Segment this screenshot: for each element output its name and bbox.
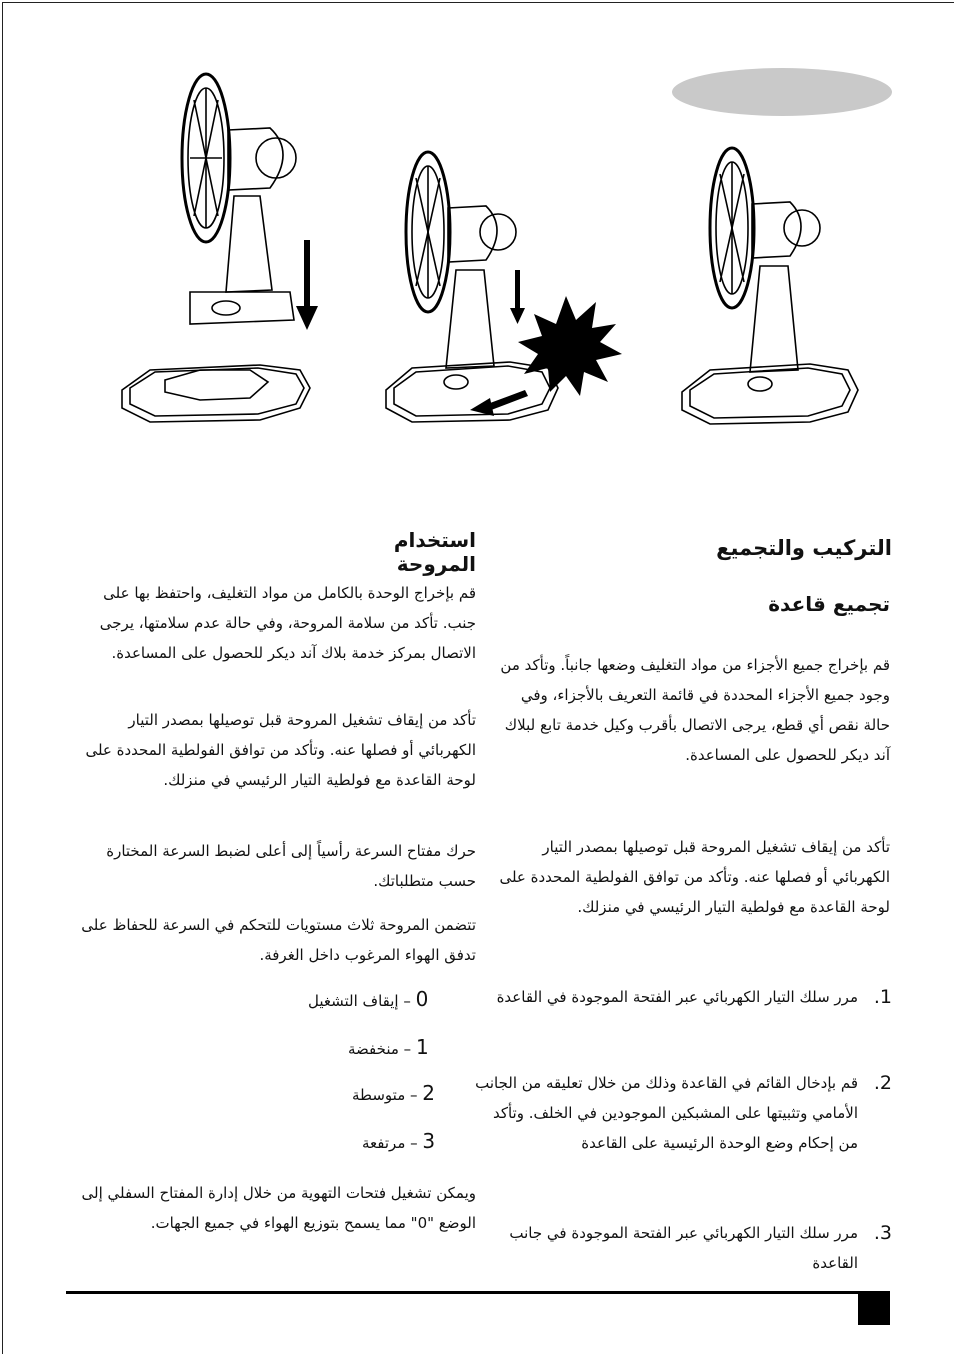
section-heading-base-assembly: تجميع قاعدة	[768, 592, 890, 616]
left-para-voltage	[78, 705, 476, 795]
step-number: 2.	[873, 1072, 892, 1094]
assembly-figure-insert	[386, 152, 558, 422]
footer-rule	[66, 1291, 890, 1294]
click-starburst-icon	[518, 296, 622, 396]
assembly-step-1	[472, 982, 892, 1012]
step-text: قم بإدخال القائم في القاعدة وذلك من خلال تعليقه من الجانب الأمامي وتثبيتها على المشبكين الموجودين في الخلف. وتأكد من إحكام وضع الوحدة الرئيسية على القاعدة	[475, 1074, 858, 1152]
assembly-figure-complete	[682, 148, 858, 424]
assembly-step-3	[472, 1218, 892, 1278]
paragraph-text: قم بإخراج الوحدة بالكامل من مواد التغليف، واحتفظ بها على جنب. تأكد من سلامة المروحة، وفي حالة عدم سلامتها، يرجى الاتصال بمركز خدمة بلاك آند ديكر للحصول على المساعدة.	[99, 584, 476, 662]
paragraph-text: تأكد من إيقاف تشغيل المروحة قبل توصيلها بمصدر التيار الكهربائي أو فصلها عنه. وتأكد من توافق الفولطية المحددة على لوحة القاعدة مع فولطية التيار الرئيسي في منزلك.	[499, 838, 890, 916]
left-para-unpack	[78, 578, 476, 668]
paragraph-text: تتضمن المروحة ثلاث مستويات للتحكم في السرعة للحفاظ على تدفق الهواء المرغوب داخل الغرفة.	[81, 916, 476, 964]
step-number: 1.	[873, 986, 892, 1008]
speed-label: – منخفضة	[348, 1040, 412, 1058]
paragraph-text: ويمكن تشغيل فتحات التهوية من خلال إدارة المفتاح السفلي إلى الوضع "0" مما يسمح بتوزيع الهواء في جميع الجهات.	[81, 1184, 476, 1232]
speed-number: 3	[422, 1129, 436, 1153]
down-arrow-icon	[304, 240, 310, 310]
speed-number: 0	[415, 987, 429, 1011]
page-border-left	[2, 2, 3, 1354]
page-title: التركيب والتجميع	[716, 536, 892, 560]
left-para-speed-switch	[78, 836, 476, 896]
right-para-unpack	[490, 650, 890, 770]
speed-number: 2	[422, 1081, 436, 1105]
speed-item-3	[362, 1126, 435, 1158]
paragraph-text: تأكد من إيقاف تشغيل المروحة قبل توصيلها بمصدر التيار الكهربائي أو فصلها عنه. وتأكد من توافق الفولطية المحددة على لوحة القاعدة مع فولطية التيار الرئيسي في منزلك.	[85, 711, 476, 789]
speed-label: – مرتفعة	[362, 1134, 418, 1152]
step-text: مرر سلك التيار الكهربائي عبر الفتحة الموجودة في جانب القاعدة	[509, 1224, 858, 1272]
speed-item-2	[352, 1078, 435, 1110]
page-border-top	[2, 2, 954, 3]
right-para-voltage	[490, 832, 890, 922]
step-number: 3.	[873, 1222, 892, 1244]
left-para-speed-levels	[78, 910, 476, 970]
section-heading-using-fan: استخدام المروحة	[393, 528, 476, 576]
speed-item-0	[308, 984, 428, 1016]
assembly-step-2	[472, 1068, 892, 1158]
page-marker-block	[858, 1293, 890, 1325]
speed-number: 1	[415, 1035, 429, 1059]
speed-item-1	[348, 1032, 429, 1064]
step-text: مرر سلك التيار الكهربائي عبر الفتحة الموجودة في القاعدة	[496, 988, 858, 1006]
assembly-figure-lift	[122, 74, 310, 422]
speed-label: – إيقاف التشغيل	[308, 992, 411, 1010]
paragraph-text: حرك مفتاح السرعة رأسياً إلى أعلى لضبط السرعة المختارة حسب متطلباتك.	[106, 842, 476, 890]
speed-label: – متوسطة	[352, 1086, 418, 1104]
paragraph-text: قم بإخراج جميع الأجزاء من مواد التغليف وضعها جانباً. وتأكد من وجود جميع الأجزاء المحددة في قائمة التعريف بالأجزاء، وفي حالة نقص أي قطع، يرجى الاتصال بأقرب وكيل خدمة تابع لبلاك آند ديكر للحصول على المساعدة.	[500, 656, 890, 764]
left-para-vents	[78, 1178, 476, 1238]
fan-assembly-illustration	[110, 70, 890, 440]
